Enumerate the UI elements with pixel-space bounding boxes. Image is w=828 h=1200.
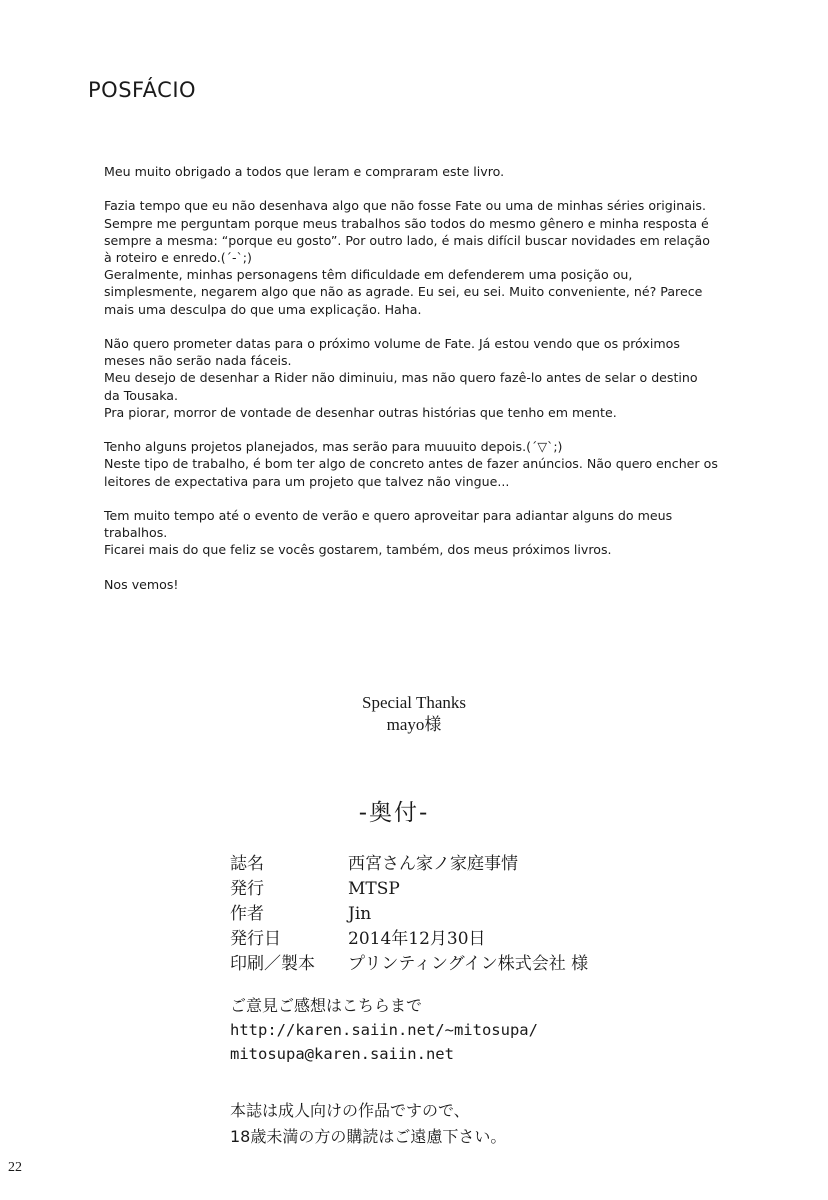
afterword-line: trabalhos. [104,525,168,541]
colophon-value: プリンティングイン株式会社 様 [348,954,589,974]
colophon-key: 発行 [230,879,264,899]
colophon-value: 西宮さん家ノ家庭事情 [348,854,518,874]
special-thanks-name: mayo様 [386,715,442,734]
afterword-line: Pra piorar, morror de vontade de desenhar outras histórias que tenho em mente. [104,404,617,420]
colophon-row-publisher [230,877,588,902]
special-thanks [0,692,828,736]
contact-url: http://karen.saiin.net/~mitosupa/ [230,1021,538,1039]
afterword-line: Geralmente, minhas personagens têm dificuldade em defenderem uma posição ou, [104,267,633,283]
afterword-line: mais uma desculpa do que uma explicação. Haha. [104,301,422,317]
afterword-line: leitores de expectativa para um projeto que talvez não vingue... [104,473,510,489]
afterword-line: Meu desejo de desenhar a Rider não diminuiu, mas não quero fazê-lo antes de selar o destino [104,370,698,386]
afterword-line: sempre a mesma: “porque eu gosto”. Por outro lado, é mais difícil buscar novidades em relação [104,232,710,248]
colophon-heading: -奥付- [358,800,430,826]
contact-info [230,994,538,1066]
colophon-row-printer [230,952,588,977]
afterword-line: meses não serão nada fáceis. [104,353,292,369]
colophon-value: MTSP [348,879,400,899]
afterword-line: da Tousaka. [104,387,179,403]
colophon-key: 発行日 [230,929,281,949]
afterword-line: Fazia tempo que eu não desenhava algo que não fosse Fate ou uma de minhas séries originais. [104,198,706,214]
page-title: POSFÁCIO [88,78,197,102]
afterword-body [104,163,774,610]
afterword-line: Sempre me perguntam porque meus trabalhos são todos do mesmo gênero e minha resposta é [104,215,709,231]
afterword-line: Nos vemos! [104,576,179,592]
page-number: 22 [8,1160,22,1175]
colophon-row-title [230,852,588,877]
age-notice-line: 本誌は成人向けの作品ですので、 [230,1101,470,1120]
afterword-paragraph [104,507,774,559]
afterword-paragraph [104,197,774,317]
afterword-paragraph [104,335,774,421]
afterword-line: Ficarei mais do que feliz se vocês gostarem, também, dos meus próximos livros. [104,542,612,558]
contact-label: ご意見ご感想はこちらまで [230,996,423,1015]
age-notice-line: 18歳未満の方の購読はご遠慮下さい。 [230,1127,507,1146]
contact-email: mitosupa@karen.saiin.net [230,1045,454,1063]
afterword-line: simplesmente, negarem algo que não as agrade. Eu sei, eu sei. Muito conveniente, né? Parece [104,284,703,300]
colophon-row-author [230,902,588,927]
colophon-key: 印刷／製本 [230,954,315,974]
colophon-key: 作者 [230,904,264,924]
afterword-line: Tenho alguns projetos planejados, mas serão para muuuito depois.(´▽`;) [104,439,563,455]
afterword-line: Não quero prometer datas para o próximo volume de Fate. Já estou vendo que os próximos [104,336,680,351]
colophon-key: 誌名 [230,854,264,874]
afterword-paragraph [104,438,774,490]
colophon-table [230,852,588,977]
age-notice [230,1098,506,1150]
afterword-paragraph [104,163,774,180]
colophon-value: 2014年12月30日 [348,929,486,949]
special-thanks-heading: Special Thanks [361,693,467,712]
afterword-line: Tem muito tempo até o evento de verão e quero aproveitar para adiantar alguns do meus [104,508,673,523]
afterword-line: Neste tipo de trabalho, é bom ter algo de concreto antes de fazer anúncios. Não quero encher os [104,456,718,472]
colophon-value: Jin [348,904,372,924]
afterword-paragraph [104,576,774,593]
afterword-line: Meu muito obrigado a todos que leram e compraram este livro. [104,164,505,179]
colophon-row-date [230,927,588,952]
afterword-line: à roteiro e enredo.(´-`;) [104,250,252,265]
